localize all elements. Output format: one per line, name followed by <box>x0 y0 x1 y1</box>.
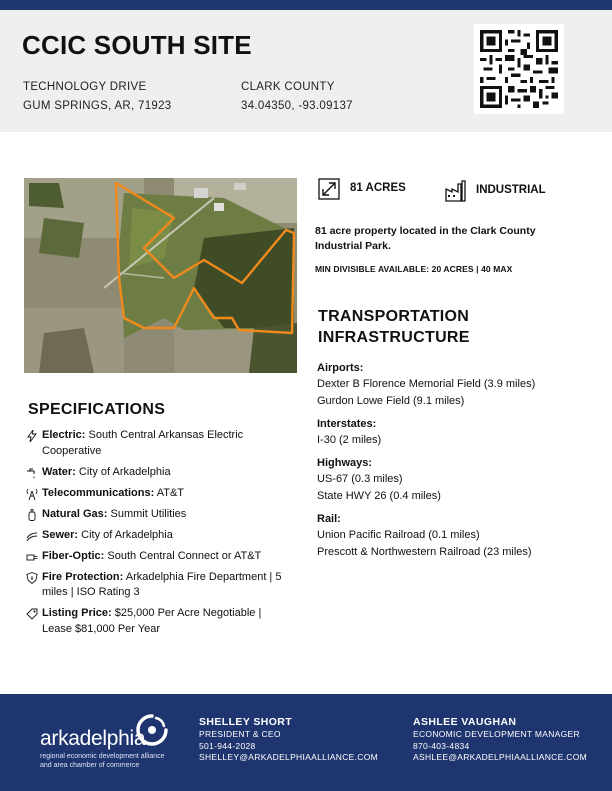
resize-arrow-icon <box>318 178 340 200</box>
price-tag-icon <box>26 608 38 620</box>
group-heading: Highways: <box>317 457 373 469</box>
contact-email[interactable]: SHELLEY@ARKADELPHIAALLIANCE.COM <box>199 752 379 762</box>
spec-water <box>26 465 291 481</box>
spec-value: South Central Connect or AT&T <box>107 549 262 562</box>
acres-label: 81 ACRES <box>350 182 406 194</box>
spec-label: Natural Gas: <box>42 507 108 520</box>
spec-value: City of Arkadelphia <box>78 465 171 478</box>
list-item: US-67 (0.3 miles) <box>317 473 403 485</box>
page-title: CCIC SOUTH SITE <box>22 30 252 60</box>
list-item: I-30 (2 miles) <box>317 434 382 446</box>
spec-label: Listing Price: <box>42 607 112 619</box>
spec-fire-protection <box>26 570 291 601</box>
lightning-icon <box>26 430 38 442</box>
contact-name: ASHLEE VAUGHAN <box>413 716 517 728</box>
airports-group <box>317 360 597 410</box>
group-heading: Interstates: <box>317 418 377 430</box>
list-item: State HWY 26 (0.4 miles) <box>317 490 441 502</box>
transportation-heading-line-1: TRANSPORTATION <box>318 308 470 325</box>
property-description: 81 acre property located in the Clark County Industrial Park. <box>315 225 536 252</box>
coordinates-label: 34.04350, -93.09137 <box>241 100 353 112</box>
spec-value: Arkadelphia Fire Department | 5 miles | ISO Rating 3 <box>42 570 282 598</box>
spec-label: Sewer: <box>42 528 79 541</box>
list-item: Gurdon Lowe Field (9.1 miles) <box>317 395 465 407</box>
spec-label: Fire Protection: <box>42 570 124 583</box>
property-type-label: INDUSTRIAL <box>476 184 546 196</box>
group-heading: Airports: <box>317 362 364 374</box>
group-heading: Rail: <box>317 513 341 525</box>
spec-telecommunications <box>26 486 291 502</box>
specifications-list <box>26 428 291 643</box>
list-item: Prescott & Northwestern Railroad (23 miles) <box>317 546 532 558</box>
fire-shield-icon <box>26 572 38 584</box>
contact-name: SHELLEY SHORT <box>199 716 293 728</box>
list-item: Dexter B Florence Memorial Field (3.9 miles) <box>317 378 536 390</box>
spec-value: South Central Arkansas Electric Cooperative <box>42 429 244 457</box>
fiber-icon <box>26 551 38 563</box>
spec-electric <box>26 428 291 459</box>
spec-listing-price <box>26 606 291 637</box>
min-divisible-note: MIN DIVISIBLE AVAILABLE: 20 ACRES | 40 MAX <box>315 264 513 274</box>
contact-phone[interactable]: 870-403-4834 <box>413 740 470 751</box>
contact-email[interactable]: ASHLEE@ARKADELPHIAALLIANCE.COM <box>413 752 587 762</box>
address-line-2: GUM SPRINGS, AR, 71923 <box>23 100 172 112</box>
spec-value: $25,000 Per Acre Negotiable | Lease $81,000 Per Year <box>42 607 262 635</box>
contact-title: ECONOMIC DEVELOPMENT MANAGER <box>413 729 580 739</box>
spec-natural-gas <box>26 507 291 523</box>
tower-icon <box>26 488 38 500</box>
contact-card-shelley <box>199 715 378 764</box>
address-line-1: TECHNOLOGY DRIVE <box>23 81 147 93</box>
aerial-site-map[interactable] <box>24 178 297 373</box>
alliance-logo-subtitle-2: and area chamber of commerce <box>40 762 140 769</box>
spec-sewer <box>26 528 291 544</box>
transportation-heading <box>318 306 470 348</box>
alliance-logo-wordmark: arkadelphia <box>40 727 146 750</box>
contact-phone[interactable]: 501-944-2028 <box>199 740 256 751</box>
contact-title: PRESIDENT & CEO <box>199 729 281 739</box>
specifications-heading: SPECIFICATIONS <box>28 401 166 418</box>
spec-value: AT&T <box>156 486 185 499</box>
sewer-pipe-icon <box>26 530 38 542</box>
spec-label: Telecommunications: <box>42 486 155 499</box>
spec-label: Fiber-Optic: <box>42 549 105 562</box>
contact-card-ashlee <box>413 715 587 764</box>
transportation-heading-line-2: INFRASTRUCTURE <box>318 329 470 346</box>
water-faucet-icon <box>26 467 38 479</box>
list-item: Union Pacific Railroad (0.1 miles) <box>317 529 480 541</box>
alliance-logo-subtitle-1: regional economic development alliance <box>40 753 165 760</box>
spec-value: City of Arkadelphia <box>81 528 173 541</box>
rail-group <box>317 511 597 561</box>
spec-value: Summit Utilities <box>110 507 187 520</box>
factory-icon <box>444 180 468 202</box>
transportation-list <box>317 360 597 567</box>
gas-tank-icon <box>26 509 38 521</box>
spec-label: Water: <box>42 465 76 478</box>
interstates-group <box>317 416 597 449</box>
highways-group <box>317 455 597 505</box>
qr-code-icon[interactable] <box>474 24 564 114</box>
spec-label: Electric: <box>42 429 86 441</box>
top-accent-bar <box>0 0 612 10</box>
spec-fiber-optic <box>26 549 291 565</box>
county-label: CLARK COUNTY <box>241 81 335 93</box>
